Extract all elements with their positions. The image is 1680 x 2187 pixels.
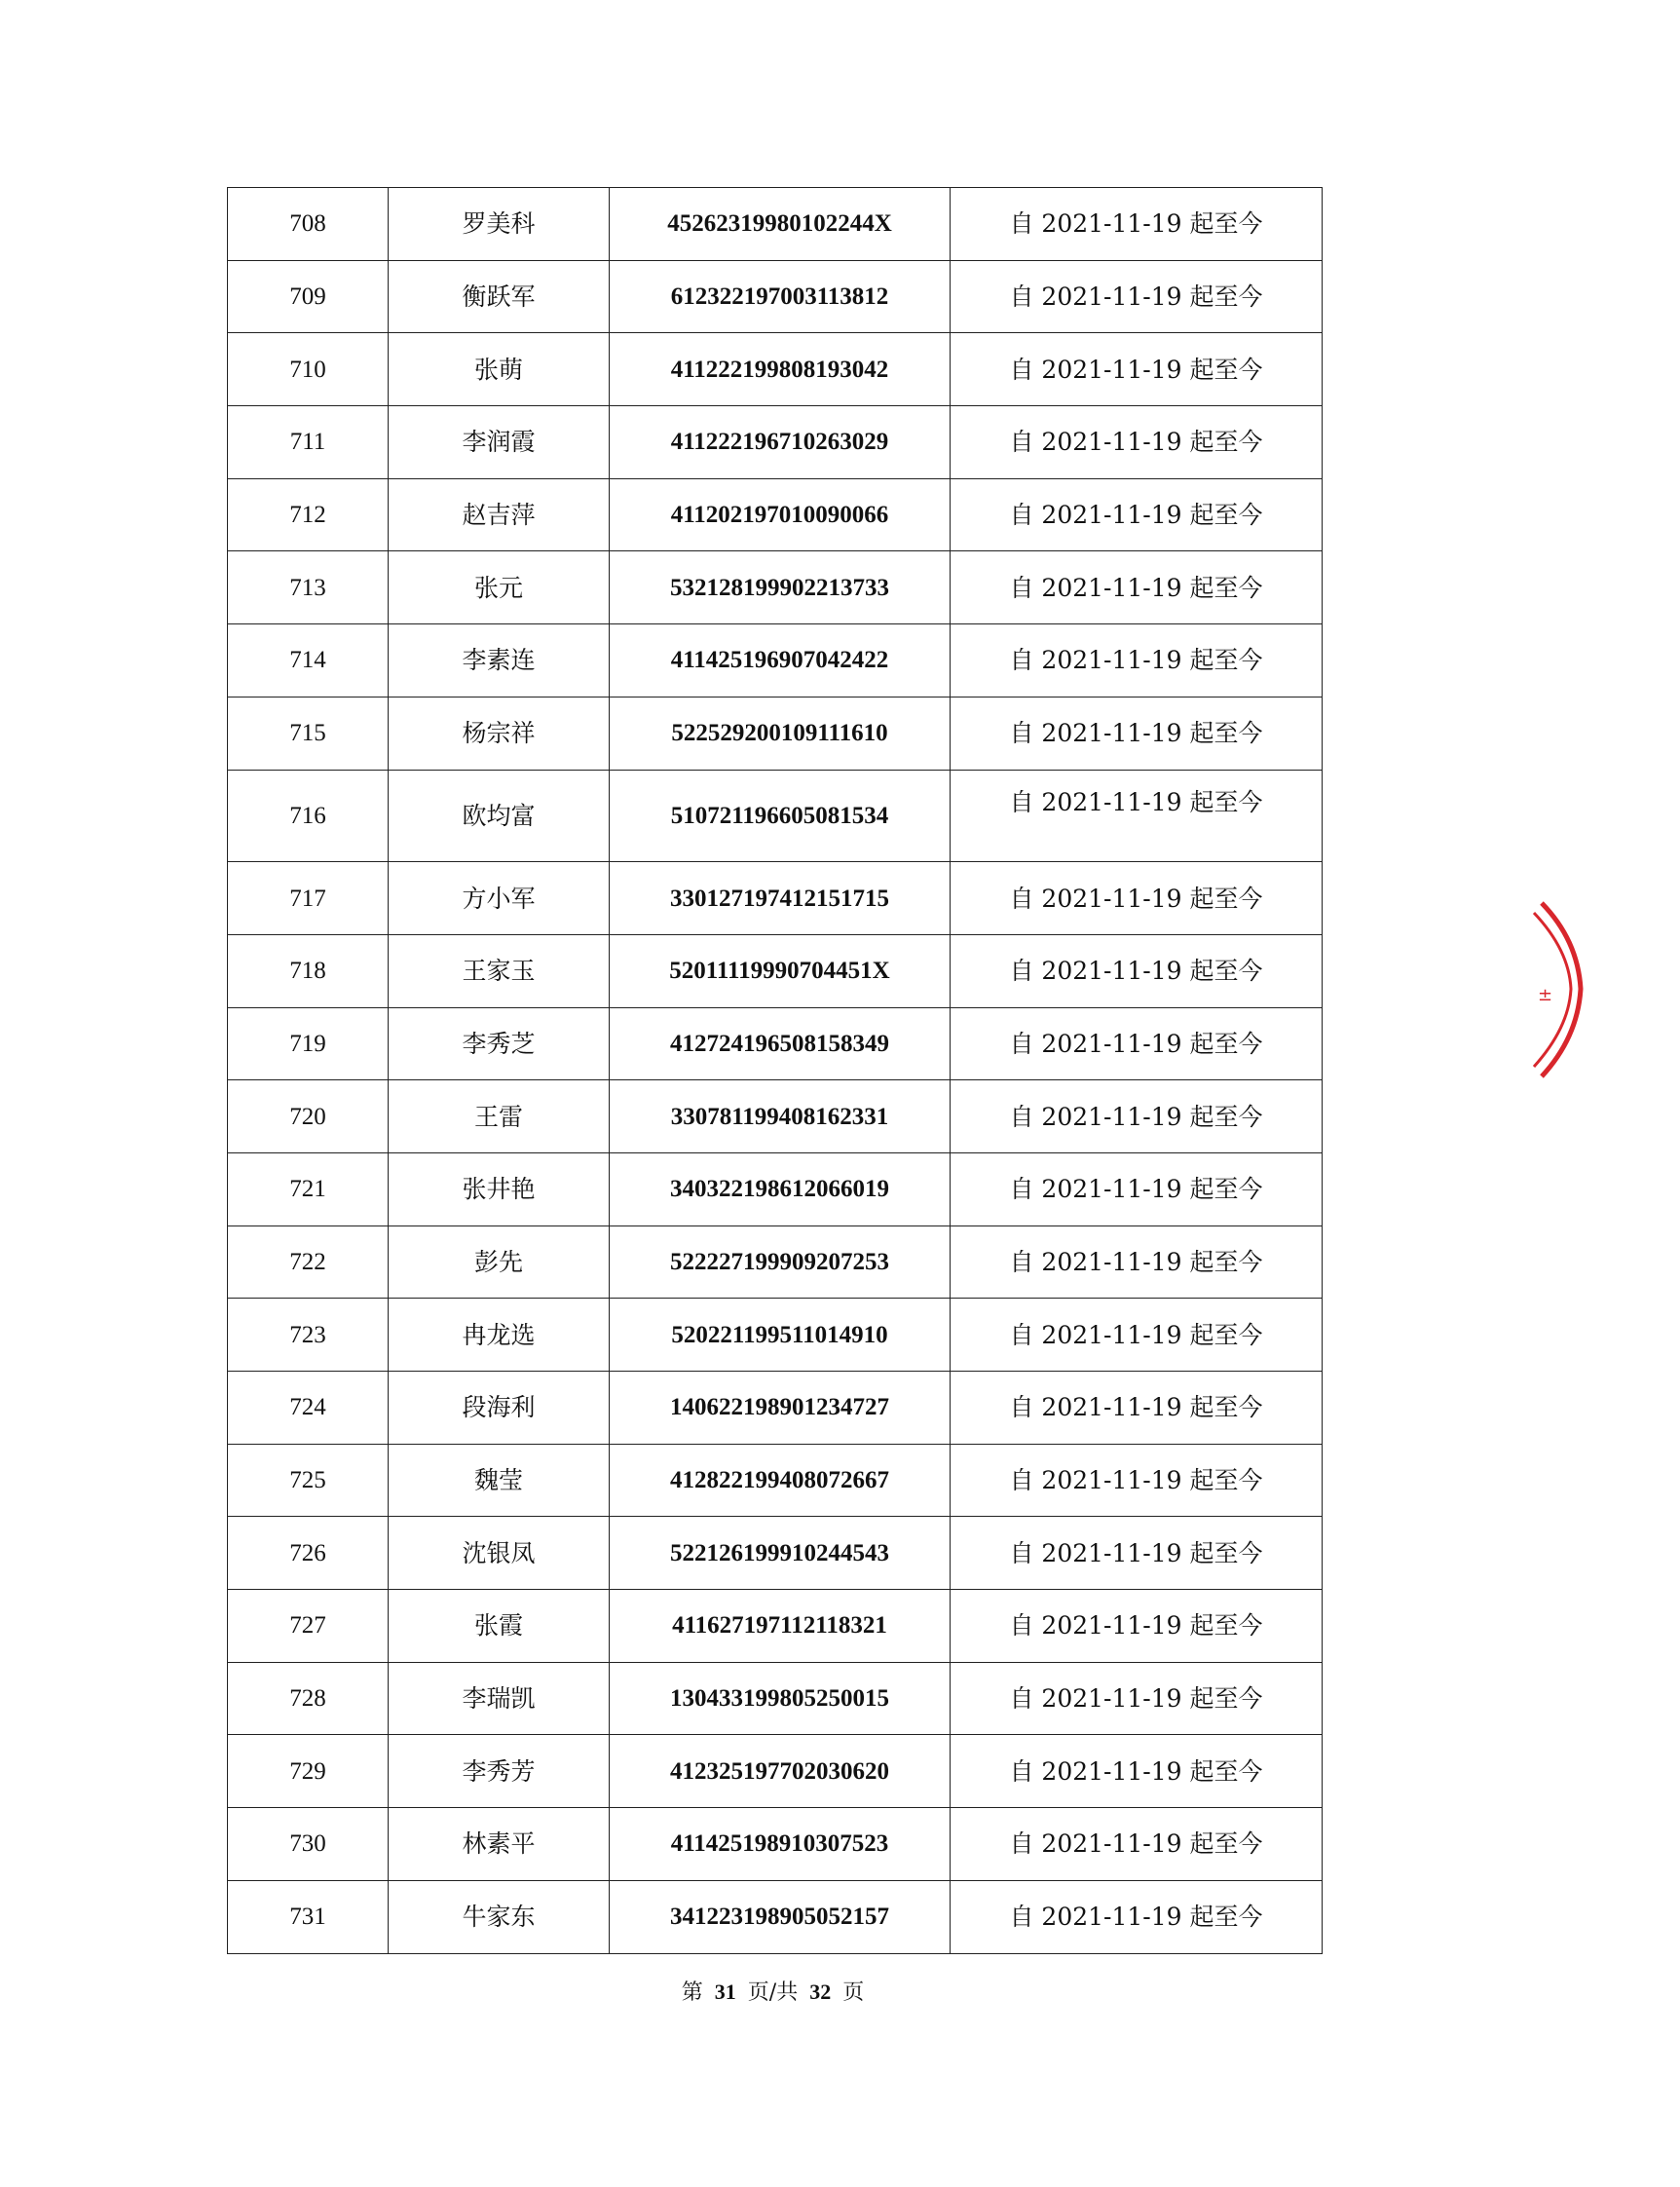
start-date: 自 2021-11-19 起至今 bbox=[951, 1152, 1323, 1225]
start-date: 自 2021-11-19 起至今 bbox=[951, 551, 1323, 624]
table-row bbox=[228, 551, 1323, 624]
table-row bbox=[228, 1225, 1323, 1299]
id-number: 340322198612066019 bbox=[610, 1152, 951, 1225]
id-number: 411627197112118321 bbox=[610, 1590, 951, 1663]
row-number: 731 bbox=[228, 1880, 389, 1953]
start-date: 自 2021-11-19 起至今 bbox=[951, 188, 1323, 261]
id-number: 140622198901234727 bbox=[610, 1372, 951, 1445]
table-row bbox=[228, 770, 1323, 862]
start-date: 自 2021-11-19 起至今 bbox=[951, 1662, 1323, 1735]
roster-body bbox=[228, 188, 1323, 1954]
person-name: 李秀芳 bbox=[389, 1735, 610, 1808]
id-number: 412822199408072667 bbox=[610, 1444, 951, 1517]
start-date: 自 2021-11-19 起至今 bbox=[951, 406, 1323, 479]
row-number: 712 bbox=[228, 478, 389, 551]
row-number: 721 bbox=[228, 1152, 389, 1225]
row-number: 720 bbox=[228, 1080, 389, 1153]
table-row bbox=[228, 934, 1323, 1007]
id-number: 411222199808193042 bbox=[610, 333, 951, 406]
start-date: 自 2021-11-19 起至今 bbox=[951, 1225, 1323, 1299]
id-number: 330127197412151715 bbox=[610, 862, 951, 935]
start-date: 自 2021-11-19 起至今 bbox=[951, 1735, 1323, 1808]
footer-prefix: 第 bbox=[681, 1980, 703, 2005]
table-row bbox=[228, 333, 1323, 406]
table-row bbox=[228, 1880, 1323, 1953]
start-date: 自 2021-11-19 起至今 bbox=[951, 1299, 1323, 1372]
table-row bbox=[228, 862, 1323, 935]
person-name: 张井艳 bbox=[389, 1152, 610, 1225]
row-number: 710 bbox=[228, 333, 389, 406]
person-name: 欧均富 bbox=[389, 770, 610, 862]
start-date: 自 2021-11-19 起至今 bbox=[951, 1590, 1323, 1663]
table-row bbox=[228, 1372, 1323, 1445]
table-row bbox=[228, 1517, 1323, 1590]
person-name: 方小军 bbox=[389, 862, 610, 935]
start-date: 自 2021-11-19 起至今 bbox=[951, 624, 1323, 698]
start-date: 自 2021-11-19 起至今 bbox=[951, 862, 1323, 935]
footer-middle: 页/共 bbox=[747, 1980, 799, 2005]
start-date: 自 2021-11-19 起至今 bbox=[951, 260, 1323, 333]
row-number: 718 bbox=[228, 934, 389, 1007]
id-number: 411202197010090066 bbox=[610, 478, 951, 551]
table-row bbox=[228, 1444, 1323, 1517]
person-name: 林素平 bbox=[389, 1808, 610, 1881]
person-name: 张萌 bbox=[389, 333, 610, 406]
id-number: 45262319980102244X bbox=[610, 188, 951, 261]
id-number: 522126199910244543 bbox=[610, 1517, 951, 1590]
person-name: 李瑞凯 bbox=[389, 1662, 610, 1735]
person-name: 魏莹 bbox=[389, 1444, 610, 1517]
table-row bbox=[228, 1808, 1323, 1881]
id-number: 612322197003113812 bbox=[610, 260, 951, 333]
id-number: 522227199909207253 bbox=[610, 1225, 951, 1299]
start-date: 自 2021-11-19 起至今 bbox=[951, 1808, 1323, 1881]
person-name: 张霞 bbox=[389, 1590, 610, 1663]
row-number: 728 bbox=[228, 1662, 389, 1735]
table-row bbox=[228, 1080, 1323, 1153]
id-number: 130433199805250015 bbox=[610, 1662, 951, 1735]
start-date: 自 2021-11-19 起至今 bbox=[951, 934, 1323, 1007]
row-number: 729 bbox=[228, 1735, 389, 1808]
person-name: 赵吉萍 bbox=[389, 478, 610, 551]
start-date: 自 2021-11-19 起至今 bbox=[951, 697, 1323, 770]
person-name: 王家玉 bbox=[389, 934, 610, 1007]
row-number: 722 bbox=[228, 1225, 389, 1299]
start-date: 自 2021-11-19 起至今 bbox=[951, 770, 1323, 862]
row-number: 723 bbox=[228, 1299, 389, 1372]
table-row bbox=[228, 1590, 1323, 1663]
table-row bbox=[228, 260, 1323, 333]
person-name: 彭先 bbox=[389, 1225, 610, 1299]
row-number: 711 bbox=[228, 406, 389, 479]
row-number: 727 bbox=[228, 1590, 389, 1663]
id-number: 532128199902213733 bbox=[610, 551, 951, 624]
row-number: 709 bbox=[228, 260, 389, 333]
red-seal-stamp bbox=[1524, 891, 1680, 1086]
id-number: 520221199511014910 bbox=[610, 1299, 951, 1372]
person-name: 王雷 bbox=[389, 1080, 610, 1153]
start-date: 自 2021-11-19 起至今 bbox=[951, 1080, 1323, 1153]
row-number: 716 bbox=[228, 770, 389, 862]
row-number: 724 bbox=[228, 1372, 389, 1445]
person-name: 沈银凤 bbox=[389, 1517, 610, 1590]
footer-suffix: 页 bbox=[842, 1980, 865, 2005]
id-number: 412724196508158349 bbox=[610, 1007, 951, 1080]
id-number: 411425196907042422 bbox=[610, 624, 951, 698]
table-row bbox=[228, 188, 1323, 261]
id-number: 411425198910307523 bbox=[610, 1808, 951, 1881]
row-number: 713 bbox=[228, 551, 389, 624]
total-pages-number: 32 bbox=[809, 1980, 832, 2004]
id-number: 52011119990704451X bbox=[610, 934, 951, 1007]
id-number: 411222196710263029 bbox=[610, 406, 951, 479]
start-date: 自 2021-11-19 起至今 bbox=[951, 1007, 1323, 1080]
start-date: 自 2021-11-19 起至今 bbox=[951, 1517, 1323, 1590]
id-number: 330781199408162331 bbox=[610, 1080, 951, 1153]
table-row bbox=[228, 1152, 1323, 1225]
current-page-number: 31 bbox=[714, 1980, 736, 2004]
table-row bbox=[228, 697, 1323, 770]
table-row bbox=[228, 1299, 1323, 1372]
start-date: 自 2021-11-19 起至今 bbox=[951, 1372, 1323, 1445]
id-number: 510721196605081534 bbox=[610, 770, 951, 862]
start-date: 自 2021-11-19 起至今 bbox=[951, 1880, 1323, 1953]
start-date: 自 2021-11-19 起至今 bbox=[951, 333, 1323, 406]
person-name: 冉龙选 bbox=[389, 1299, 610, 1372]
row-number: 714 bbox=[228, 624, 389, 698]
table-row bbox=[228, 624, 1323, 698]
start-date: 自 2021-11-19 起至今 bbox=[951, 1444, 1323, 1517]
person-name: 李素连 bbox=[389, 624, 610, 698]
table-row bbox=[228, 1662, 1323, 1735]
row-number: 726 bbox=[228, 1517, 389, 1590]
row-number: 719 bbox=[228, 1007, 389, 1080]
id-number: 341223198905052157 bbox=[610, 1880, 951, 1953]
seal-fragment-mark: ± bbox=[1538, 985, 1553, 1005]
person-name: 张元 bbox=[389, 551, 610, 624]
roster-table bbox=[227, 187, 1323, 1954]
page-footer bbox=[0, 1976, 1546, 2006]
table-row bbox=[228, 478, 1323, 551]
row-number: 730 bbox=[228, 1808, 389, 1881]
person-name: 牛家东 bbox=[389, 1880, 610, 1953]
person-name: 李润霞 bbox=[389, 406, 610, 479]
person-name: 段海利 bbox=[389, 1372, 610, 1445]
id-number: 412325197702030620 bbox=[610, 1735, 951, 1808]
table-row bbox=[228, 406, 1323, 479]
row-number: 708 bbox=[228, 188, 389, 261]
person-name: 李秀芝 bbox=[389, 1007, 610, 1080]
table-row bbox=[228, 1007, 1323, 1080]
table-row bbox=[228, 1735, 1323, 1808]
person-name: 衡跃军 bbox=[389, 260, 610, 333]
person-name: 罗美科 bbox=[389, 188, 610, 261]
id-number: 522529200109111610 bbox=[610, 697, 951, 770]
start-date: 自 2021-11-19 起至今 bbox=[951, 478, 1323, 551]
row-number: 715 bbox=[228, 697, 389, 770]
person-name: 杨宗祥 bbox=[389, 697, 610, 770]
row-number: 725 bbox=[228, 1444, 389, 1517]
row-number: 717 bbox=[228, 862, 389, 935]
